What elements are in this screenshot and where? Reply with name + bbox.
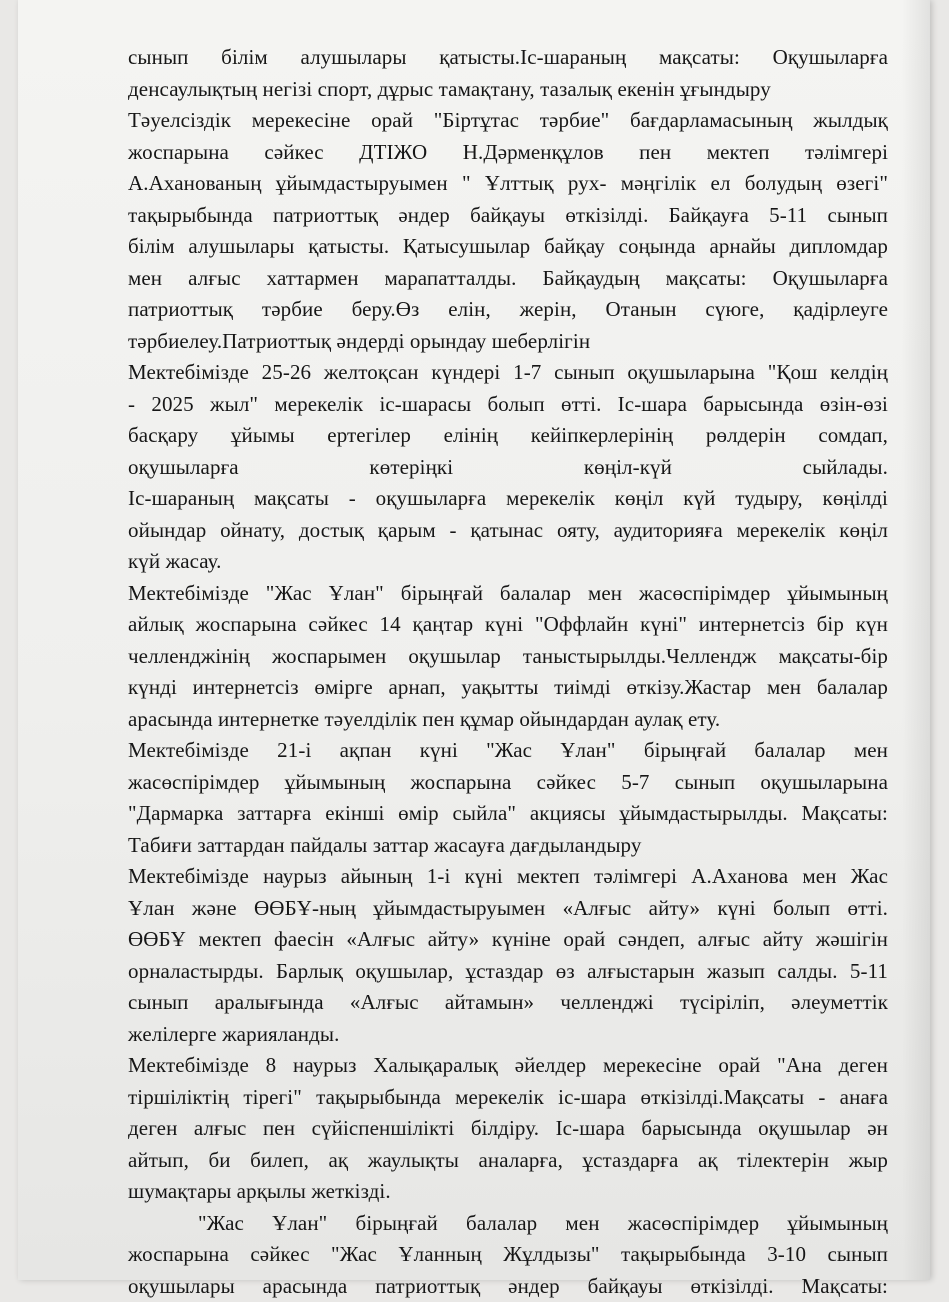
document-body — [128, 42, 888, 1302]
text-line: "Жас Ұлан" бірыңғай балалар мен жасөспірімдер ұйымының — [128, 1208, 888, 1240]
text-line: шумақтары арқылы жеткізді. — [128, 1176, 888, 1208]
text-line: жасөспірімдер ұйымының жоспарына сәйкес 5-7 сынып оқушыларына — [128, 767, 888, 799]
text-line: арасында интернетке тәуелділік пен құмар ойындардан аулақ ету. — [128, 704, 888, 736]
text-line: сынып аралығында «Алғыс айтамын» челленджі түсіріліп, әлеуметтік — [128, 987, 888, 1019]
text-line: Ұлан және ӨӨБҰ-ның ұйымдастыруымен «Алғыс айту» күні болып өтті. — [128, 893, 888, 925]
text-line: сынып білім алушылары қатысты.Іс-шараның мақсаты: Оқушыларға — [128, 42, 888, 74]
text-line: жоспарына сәйкес ДТІЖО Н.Дәрменқұлов пен мектеп тәлімгері — [128, 137, 888, 169]
text-line: "Дармарка заттарға екінші өмір сыйла" акциясы ұйымдастырылды. Мақсаты: — [128, 798, 888, 830]
text-line: жоспарына сәйкес "Жас Ұланның Жұлдызы" тақырыбында 3-10 сынып — [128, 1239, 888, 1271]
text-line: Іс-шараның мақсаты - оқушыларға мерекелік көңіл күй тудыру, көңілді — [128, 483, 888, 515]
text-line: басқару ұйымы ертегілер елінің кейіпкерлерінің рөлдерін сомдап, — [128, 420, 888, 452]
text-line: деген алғыс пен сүйіспеншілікті білдіру. Іс-шара барысында оқушылар ән — [128, 1113, 888, 1145]
text-line: күнді интернетсіз өмірге арнап, уақытты тиімді өткізу.Жастар мен балалар — [128, 672, 888, 704]
text-line: - 2025 жыл" мерекелік іс-шарасы болып өтті. Іс-шара барысында өзін-өзі — [128, 389, 888, 421]
text-line: ӨӨБҰ мектеп фаесін «Алғыс айту» күніне орай сәндеп, алғыс айту жәшігін — [128, 924, 888, 956]
text-line: челленджінің жоспарымен оқушылар таныстырылды.Челлендж мақсаты-бір — [128, 641, 888, 673]
page-edge-shadow — [902, 0, 930, 1280]
text-line: айтып, би билеп, ақ жаулықты аналарға, ұстаздарға ақ тілектерін жыр — [128, 1145, 888, 1177]
text-line: ойындар ойнату, достық қарым - қатынас ояту, аудиторияға мерекелік көңіл — [128, 515, 888, 547]
text-line: Мектебімізде наурыз айының 1-і күні мектеп тәлімгері А.Ахановa мен Жас — [128, 861, 888, 893]
text-line: патриоттық тәрбие беру.Өз елін, жерін, Отанын сүюге, қадірлеуге — [128, 294, 888, 326]
text-line: айлық жоспарына сәйкес 14 қаңтар күні "Оффлайн күні" интернетсіз бір күн — [128, 609, 888, 641]
text-line: тақырыбында патриоттық әндер байқауы өткізілді. Байқауға 5-11 сынып — [128, 200, 888, 232]
text-line: денсаулықтың негізі спорт, дұрыс тамақтану, тазалық екенін ұғындыру — [128, 74, 888, 106]
text-line: оқушыларға көтеріңкі көңіл-күй сыйлады. — [128, 452, 888, 484]
text-line: Мектебімізде 25-26 желтоқсан күндері 1-7 сынып оқушыларына "Қош келдің — [128, 357, 888, 389]
text-line: Тәуелсіздік мерекесіне орай "Біртұтас тәрбие" бағдарламасының жылдық — [128, 105, 888, 137]
text-line: А.Аханованың ұйымдастыруымен " Ұлттық рух- мәңгілік ел болудың өзегі" — [128, 168, 888, 200]
text-line: тәрбиелеу.Патриоттық әндерді орындау шеберлігін — [128, 326, 888, 358]
text-line: білім алушылары қатысты. Қатысушылар байқау соңында арнайы дипломдар — [128, 231, 888, 263]
text-line: мен алғыс хаттармен марапатталды. Байқаудың мақсаты: Оқушыларға — [128, 263, 888, 295]
text-line: күй жасау. — [128, 546, 888, 578]
text-line: орналастырды. Барлық оқушылар, ұстаздар өз алғыстарын жазып салды. 5-11 — [128, 956, 888, 988]
text-line: Мектебімізде 21-і ақпан күні "Жас Ұлан" бірыңғай балалар мен — [128, 735, 888, 767]
text-line: Мектебімізде 8 наурыз Халықаралық әйелдер мерекесіне орай "Ана деген — [128, 1050, 888, 1082]
document-page — [18, 0, 930, 1280]
text-line: оқушылары арасында патриоттық әндер байқауы өткізілді. Мақсаты: — [128, 1271, 888, 1302]
text-line: желілерге жарияланды. — [128, 1019, 888, 1051]
text-line: Табиғи заттардан пайдалы заттар жасауға дағдыландыру — [128, 830, 888, 862]
text-line: Мектебімізде "Жас Ұлан" бірыңғай балалар мен жасөспірімдер ұйымының — [128, 578, 888, 610]
text-line: тіршіліктің тірегі" тақырыбында мерекелік іс-шара өткізілді.Мақсаты - анаға — [128, 1082, 888, 1114]
